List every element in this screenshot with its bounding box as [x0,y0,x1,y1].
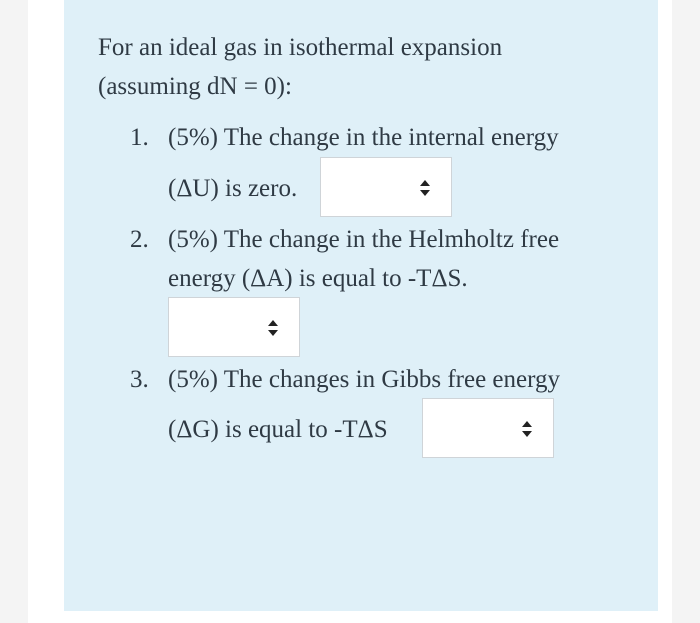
question-prompt [98,28,618,106]
item-number: 1. [130,124,149,151]
prompt-line-1: For an ideal gas in isothermal expansion [98,34,503,61]
answer-select-3[interactable] [422,398,554,458]
item-text-line-2: energy (ΔA) is equal to -TΔS. [168,265,468,292]
up-down-arrow-icon [521,419,533,439]
up-down-arrow-icon [419,178,431,198]
up-down-arrow-icon [267,318,279,338]
item-text-line-2: (ΔU) is zero. [168,175,298,202]
item-text-line-1: (5%) The change in the internal energy [168,124,559,151]
question-item-2 [130,220,630,300]
select-value [331,158,411,216]
answer-select-2[interactable] [168,297,300,357]
prompt-line-2: (assuming dN = 0): [98,73,292,100]
item-number: 2. [130,226,149,253]
select-value [179,298,259,356]
item-text-line-2: (ΔG) is equal to -TΔS [168,416,388,443]
question-item-3 [130,360,630,460]
item-text-line-1: (5%) The changes in Gibbs free energy [168,366,560,393]
item-number: 3. [130,366,149,393]
item-text-line-1: (5%) The change in the Helmholtz free [168,226,560,253]
answer-select-1[interactable] [320,157,452,217]
select-value [433,399,513,457]
